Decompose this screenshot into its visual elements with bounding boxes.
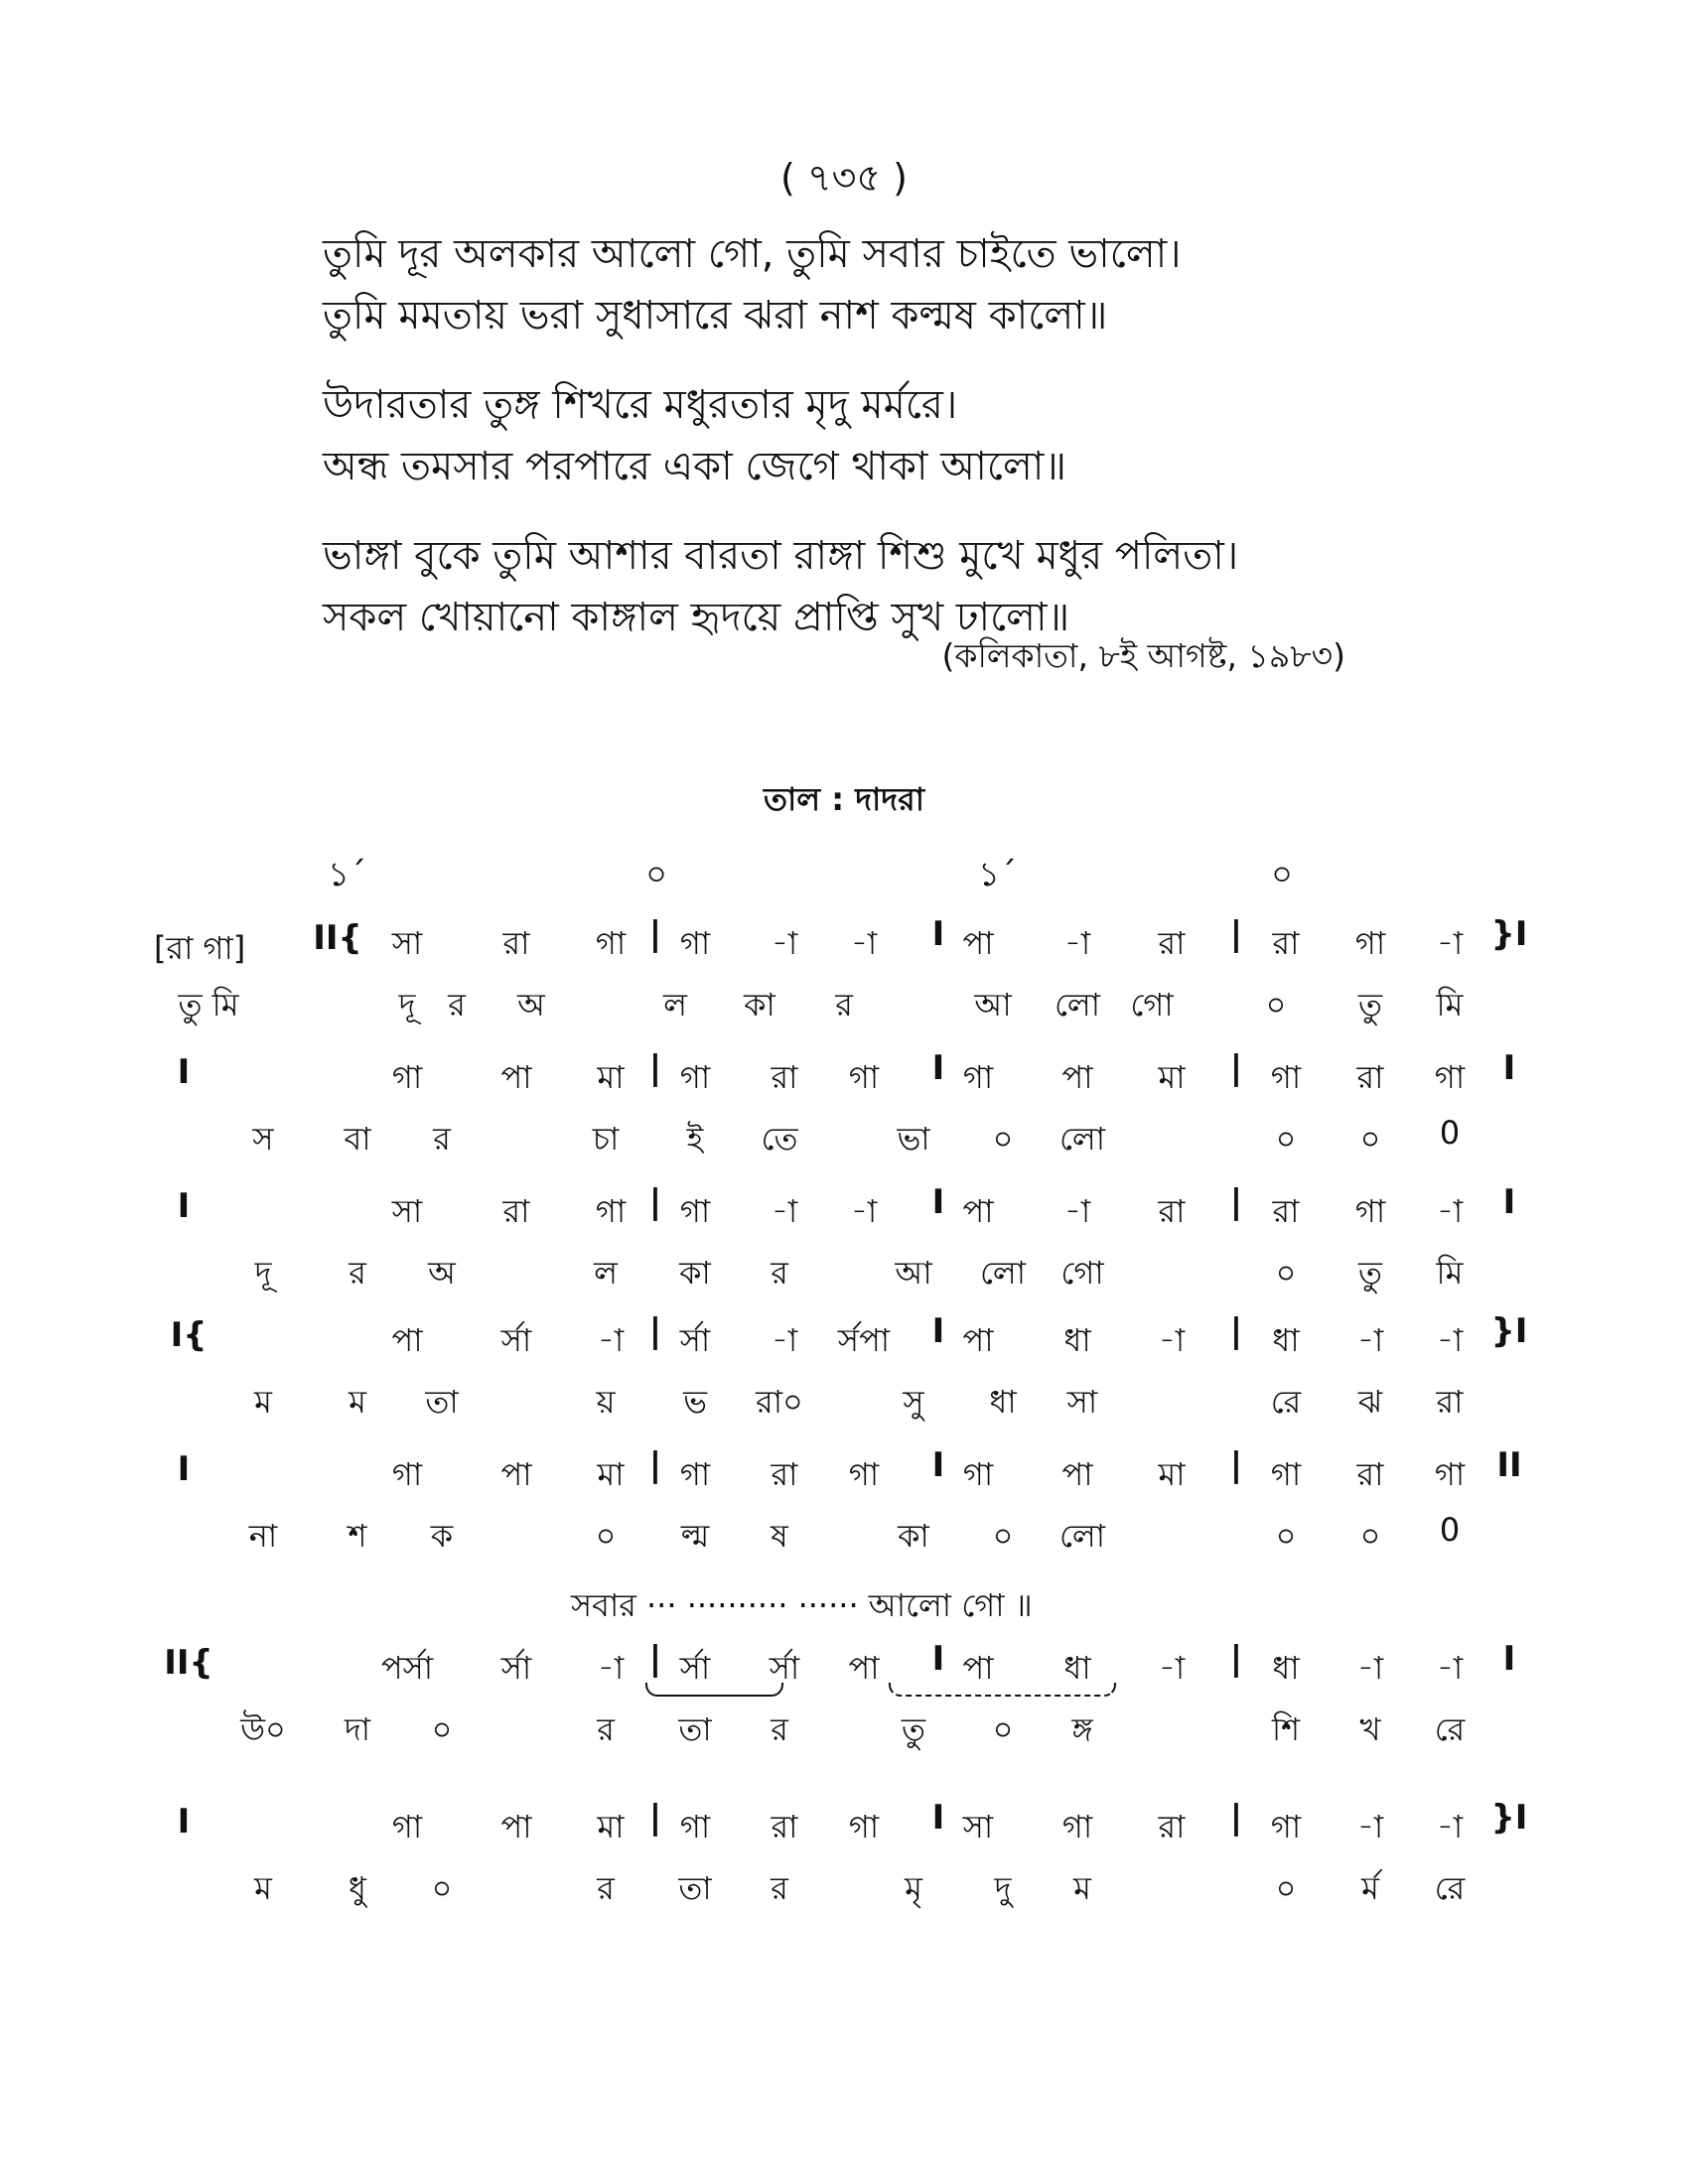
row-start-marker: I — [177, 1186, 191, 1226]
row-end-marker: I — [1502, 1048, 1516, 1088]
swara-note: পা — [1061, 1058, 1093, 1096]
swara-note: রা — [1158, 924, 1186, 962]
lyric-syllable: ০ — [1275, 1517, 1297, 1555]
swara-note: গা — [679, 924, 711, 962]
lyric-syllable: র — [433, 1120, 451, 1158]
bar-line: | — [1229, 1798, 1243, 1838]
swara-note: গা — [962, 1058, 994, 1096]
lyric-syllable: ম — [349, 1383, 366, 1421]
swara-note: পা — [962, 1192, 994, 1230]
lyric-syllable: ম — [254, 1383, 272, 1421]
row-start-marker: I — [177, 1052, 191, 1092]
lyric-syllable: র — [771, 1869, 788, 1907]
stanza — [323, 223, 1415, 346]
swara-note: -া — [850, 1192, 878, 1230]
lyric-syllable: ম — [1073, 1869, 1091, 1907]
bar-line: | — [648, 914, 662, 954]
page-number: ( ৭৩৫ ) — [780, 156, 908, 200]
swara-note: মা — [1158, 1455, 1186, 1493]
swara-note: গা — [391, 1058, 423, 1096]
swara-note: গা — [391, 1808, 423, 1845]
lyric-syllable: ধা — [989, 1383, 1017, 1421]
lyric-syllable: তু — [1357, 986, 1383, 1024]
swara-note: গা — [1434, 1058, 1466, 1096]
dateline: (কলিকাতা, ৮ই আগষ্ট, ১৯৮৩) — [941, 636, 1345, 675]
swara-note: মা — [597, 1455, 625, 1493]
lyric-syllable: আ — [895, 1254, 932, 1292]
lyric-syllable: ষ — [771, 1517, 788, 1555]
lyric-syllable: অ — [517, 986, 545, 1024]
swara-note: পা — [962, 924, 994, 962]
row-end-marker: I — [1502, 1182, 1516, 1222]
row-start-marker: I — [177, 1449, 191, 1489]
swara-note: গা — [595, 1192, 627, 1230]
row-start-marker: I — [177, 1802, 191, 1842]
bar-line: | — [1229, 914, 1243, 954]
lyric-syllable: ঙ্গ — [1071, 1710, 1093, 1748]
lyric-syllable: ০ — [1359, 1120, 1381, 1158]
swara-note: সা — [962, 1808, 994, 1845]
bar-line: I — [931, 1182, 945, 1222]
swara-note: -া — [1356, 1649, 1384, 1687]
lyric-syllable: ধু — [349, 1869, 366, 1907]
lyric-syllable: শি — [1271, 1710, 1301, 1748]
lyric-syllable: লো — [979, 1254, 1027, 1292]
lyric-syllable: দা — [344, 1710, 371, 1748]
bar-line: I — [931, 1798, 945, 1838]
swara-note: র্সা — [500, 1321, 532, 1359]
bar-line: I — [931, 1639, 945, 1679]
row-end-marker: I — [1502, 1639, 1516, 1679]
lyric-syllable: গো — [1060, 1254, 1104, 1292]
lyric-syllable: না — [248, 1517, 278, 1555]
swara-note: পর্সা — [380, 1649, 434, 1687]
lyric-syllable: চা — [592, 1120, 620, 1158]
beat-mark: ১´ — [328, 855, 367, 894]
row-start-marker: II{ — [164, 1643, 213, 1683]
beat-mark: ০ — [1271, 855, 1294, 894]
swara-note: রা — [1356, 1455, 1384, 1493]
lyric-syllable: মৃ — [905, 1869, 922, 1907]
beat-mark: ১´ — [978, 855, 1018, 894]
swara-note: ধা — [1272, 1649, 1300, 1687]
row-start-marker: I{ — [170, 1315, 208, 1355]
swara-note: -া — [1356, 1808, 1384, 1845]
lyric-syllable: ০ — [1275, 1120, 1297, 1158]
swara-note: গা — [595, 924, 627, 962]
row-start-marker: II{ — [313, 918, 362, 958]
swara-note: গা — [1061, 1808, 1093, 1845]
lyric-syllable: উ০ — [240, 1710, 286, 1748]
lyric-syllable: দূ — [398, 986, 416, 1024]
swara-note: গা — [1270, 1455, 1302, 1493]
beat-mark: ০ — [645, 855, 668, 894]
swara-note: রা — [771, 1455, 798, 1493]
bar-line: | — [648, 1182, 662, 1222]
lyric-syllable: ক — [430, 1517, 454, 1555]
swara-note: রা — [502, 924, 530, 962]
lyric-syllable: তা — [678, 1869, 712, 1907]
swara-note: গা — [848, 1808, 880, 1845]
lyric-syllable: ০ — [992, 1120, 1014, 1158]
swara-note: -া — [597, 1649, 625, 1687]
lyric-syllable: লো — [1058, 1120, 1106, 1158]
bar-line: | — [1229, 1639, 1243, 1679]
lyric-syllable: কা — [898, 1517, 929, 1555]
swara-note: -া — [1063, 924, 1091, 962]
swara-note: গা — [679, 1058, 711, 1096]
swara-note: -া — [1436, 1649, 1464, 1687]
poem — [323, 223, 1415, 676]
lyric-syllable: ই — [686, 1120, 704, 1158]
lyric-syllable: তু মি — [178, 986, 239, 1024]
lyric-syllable: অ — [428, 1254, 456, 1292]
lyric-syllable: মি — [1436, 986, 1464, 1024]
lyric-syllable: রা — [1436, 1383, 1464, 1421]
lyric-syllable: য় — [596, 1383, 616, 1421]
swara-note: -া — [771, 1321, 798, 1359]
swara-note: গা — [1270, 1058, 1302, 1096]
swara-note: -া — [771, 1192, 798, 1230]
swara-note: র্সা — [500, 1649, 532, 1687]
swara-note: -া — [771, 924, 798, 962]
swara-note: রা — [771, 1058, 798, 1096]
lyric-syllable: তা — [678, 1710, 712, 1748]
lyric-syllable: তা — [425, 1383, 459, 1421]
verse-line: সকল খোয়ানো কাঙ্গাল হৃদয়ে প্রাপ্তি সুখ ঢালো॥ — [323, 595, 1070, 640]
verse-line: অন্ধ তমসার পরপারে একা জেগে থাকা আলো॥ — [323, 444, 1067, 489]
swara-note: মা — [597, 1058, 625, 1096]
swara-note: পা — [1061, 1455, 1093, 1493]
swara-note: পা — [500, 1808, 532, 1845]
swara-note: গা — [848, 1058, 880, 1096]
swara-note: গা — [1270, 1808, 1302, 1845]
swara-note: -া — [1436, 1808, 1464, 1845]
bar-line: I — [931, 914, 945, 954]
bar-line: I — [931, 1445, 945, 1485]
lyric-syllable: ল — [594, 1254, 618, 1292]
row-end-marker: }I — [1490, 914, 1528, 954]
swara-note: ধা — [1272, 1321, 1300, 1359]
bar-line: I — [931, 1311, 945, 1351]
swara-note: -া — [1356, 1321, 1384, 1359]
swara-note: -া — [1063, 1192, 1091, 1230]
lyric-syllable: বা — [344, 1120, 371, 1158]
verse-line: তুমি মমতায় ভরা সুধাসারে ঝরা নাশ কল্মষ কালো॥ — [323, 293, 1108, 339]
bar-line: | — [1229, 1048, 1243, 1088]
swara-note: মা — [1158, 1058, 1186, 1096]
swara-note: গা — [1434, 1455, 1466, 1493]
lyric-syllable: ০ — [992, 1517, 1014, 1555]
verse-line: ভাঙ্গা বুকে তুমি আশার বারতা রাঙ্গা শিশু মুখে মধুর পলিতা। — [323, 533, 1239, 579]
lyric-syllable: রে — [1434, 1869, 1466, 1907]
refrain-line: সবার ··· ·········· ······ আলো গো ॥ — [571, 1586, 1033, 1624]
swara-note: গা — [848, 1455, 880, 1493]
swara-note: রা — [1158, 1192, 1186, 1230]
slur-mark — [889, 1683, 1116, 1697]
swara-note: র্সা — [769, 1649, 800, 1687]
lyric-syllable: ম — [254, 1869, 272, 1907]
swara-note: র্সপা — [837, 1321, 891, 1359]
lyric-syllable: সু — [903, 1383, 924, 1421]
bar-line: I — [931, 1048, 945, 1088]
swara-note: রা — [1158, 1808, 1186, 1845]
lyric-syllable: সা — [1066, 1383, 1098, 1421]
swara-note: মা — [597, 1808, 625, 1845]
swara-note: পা — [962, 1649, 994, 1687]
swara-note: পা — [962, 1321, 994, 1359]
lyric-syllable: ০ — [1275, 1869, 1297, 1907]
lyric-syllable: রে — [1434, 1710, 1466, 1748]
swara-note: র্সা — [679, 1321, 711, 1359]
lyric-syllable: র — [597, 1869, 615, 1907]
lyric-syllable: ০ — [1359, 1517, 1381, 1555]
swara-note: গা — [1354, 924, 1386, 962]
swara-note: -া — [597, 1321, 625, 1359]
lyric-syllable: ০ — [431, 1869, 453, 1907]
lyric-syllable: তু — [901, 1710, 926, 1748]
lyric-syllable: ০ — [992, 1710, 1014, 1748]
swara-note: গা — [962, 1455, 994, 1493]
bar-line: | — [1229, 1445, 1243, 1485]
lyric-syllable: স — [252, 1120, 274, 1158]
lyric-syllable: গো — [1130, 986, 1174, 1024]
lyric-syllable: রা০ — [756, 1383, 803, 1421]
swara-note: গা — [391, 1455, 423, 1493]
swara-note: সা — [391, 924, 423, 962]
lyric-syllable: র — [771, 1254, 788, 1292]
bar-line: | — [648, 1311, 662, 1351]
lyric-syllable: ০ — [1275, 1254, 1297, 1292]
lyric-syllable: 0 — [1439, 1114, 1461, 1152]
swara-note: -া — [1158, 1649, 1186, 1687]
swara-note: পা — [500, 1058, 532, 1096]
lyric-syllable: ভা — [897, 1120, 930, 1158]
lyric-syllable: ০ — [1265, 986, 1287, 1024]
lyric-syllable: দূ — [254, 1254, 272, 1292]
row-end-marker: }I — [1490, 1311, 1528, 1351]
lyric-syllable: ল্ম — [680, 1517, 710, 1555]
lyric-syllable: 0 — [1439, 1511, 1461, 1549]
verse-line: তুমি দূর অলকার আলো গো, তুমি সবার চাইতে ভালো। — [323, 231, 1182, 277]
bar-line: | — [648, 1798, 662, 1838]
swara-note: -া — [1436, 1192, 1464, 1230]
lyric-syllable: র — [448, 986, 466, 1024]
swara-note: গা — [1354, 1192, 1386, 1230]
swara-note: র্সা — [679, 1649, 711, 1687]
swara-note: পা — [391, 1321, 423, 1359]
swara-note: সা — [391, 1192, 423, 1230]
lyric-syllable: লো — [1058, 1517, 1106, 1555]
swara-note: -া — [850, 924, 878, 962]
lyric-syllable: ঝ — [1357, 1383, 1383, 1421]
swara-note: -া — [1436, 924, 1464, 962]
lyric-syllable: খ — [1359, 1710, 1381, 1748]
lyric-syllable: র্ম — [1361, 1869, 1379, 1907]
raga-label: [রা গা] — [154, 929, 246, 967]
swara-note: ধা — [1063, 1321, 1091, 1359]
lyric-syllable: র — [597, 1710, 615, 1748]
bar-line: | — [1229, 1311, 1243, 1351]
lyric-syllable: লো — [1054, 986, 1101, 1024]
swara-note: ধা — [1063, 1649, 1091, 1687]
lyric-syllable: দু — [994, 1869, 1012, 1907]
lyric-syllable: মি — [1436, 1254, 1464, 1292]
lyric-syllable: শ — [348, 1517, 367, 1555]
bar-line: | — [648, 1445, 662, 1485]
lyric-syllable: রে — [1270, 1383, 1302, 1421]
lyric-syllable: ল — [663, 986, 687, 1024]
bar-line: | — [648, 1639, 662, 1679]
swara-note: রা — [502, 1192, 530, 1230]
swara-note: গা — [679, 1808, 711, 1845]
swara-note: রা — [771, 1808, 798, 1845]
lyric-syllable: কা — [744, 986, 775, 1024]
swara-note: পা — [500, 1455, 532, 1493]
lyric-syllable: তু — [1357, 1254, 1383, 1292]
bar-line: | — [1229, 1182, 1243, 1222]
swara-note: গা — [679, 1192, 711, 1230]
lyric-syllable: তে — [761, 1120, 798, 1158]
lyric-syllable: ভ — [683, 1383, 707, 1421]
row-end-marker: II — [1496, 1445, 1522, 1485]
lyric-syllable: ০ — [431, 1710, 453, 1748]
swara-note: রা — [1272, 924, 1300, 962]
lyric-syllable: কা — [679, 1254, 711, 1292]
lyric-syllable: র — [835, 986, 853, 1024]
verse-line: উদারতার তুঙ্গ শিখরে মধুরতার মৃদু মর্মরে। — [323, 382, 958, 428]
lyric-syllable: র — [771, 1710, 788, 1748]
swara-note: -া — [1158, 1321, 1186, 1359]
lyric-syllable: র — [349, 1254, 366, 1292]
tala-heading: তাল : দাদরা — [764, 780, 924, 818]
stanza — [323, 374, 1415, 497]
lyric-syllable: আ — [974, 986, 1012, 1024]
row-end-marker: }I — [1490, 1798, 1528, 1838]
slur-mark — [645, 1683, 783, 1697]
swara-note: -া — [1436, 1321, 1464, 1359]
swara-note: গা — [679, 1455, 711, 1493]
swara-note: রা — [1356, 1058, 1384, 1096]
swara-note: রা — [1272, 1192, 1300, 1230]
bar-line: | — [648, 1048, 662, 1088]
lyric-syllable: ০ — [595, 1517, 617, 1555]
swara-note: পা — [848, 1649, 880, 1687]
